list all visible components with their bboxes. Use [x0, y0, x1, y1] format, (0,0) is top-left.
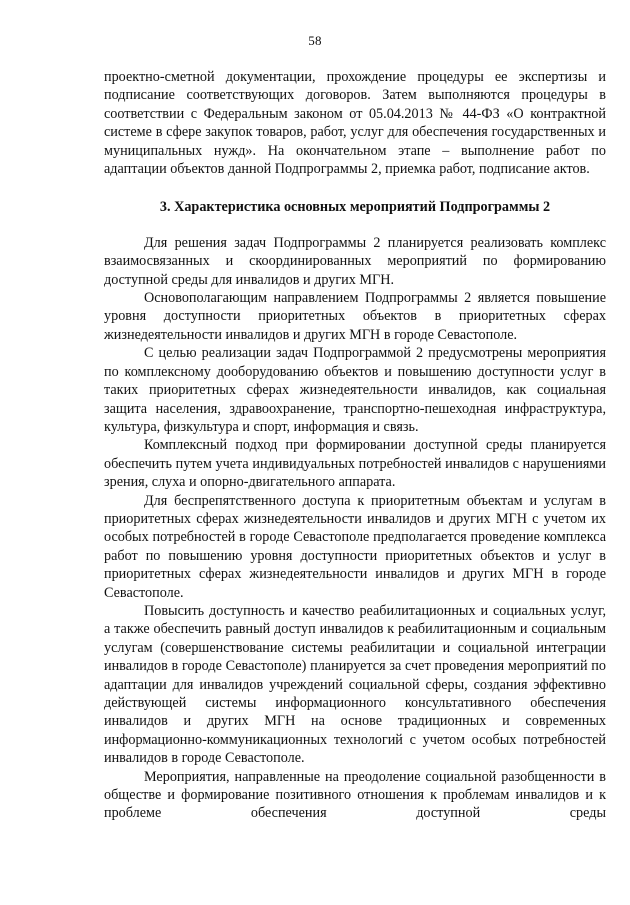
section-heading: 3. Характеристика основных мероприятий Подпрограммы 2: [159, 199, 551, 216]
paragraph-unobstructed-access: Для беспрепятственного доступа к приоритетным объектам и услугам в приоритетных сферах жизнедеятельности инвалидов и других МГН с учетом их особых потребностей в городе Севастополе предполагается проведение комплекса работ по повышению уровня доступности приоритетных объектов и услуг в приоритетных сферах жизнедеятельности инвалидов и других МГН в городе Севастополе.: [104, 492, 606, 601]
paragraph-complex-approach: Комплексный подход при формировании доступной среды планируется обеспечить путем учета индивидуальных потребностей инвалидов с нарушениями зрения, слуха и опорно-двигательного аппарата.: [104, 437, 606, 491]
paragraph-tasks: Для решения задач Подпрограммы 2 планируется реализовать комплекс взаимосвязанных и скоординированных мероприятий по формированию доступной среды для инвалидов и других МГН.: [104, 234, 606, 288]
paragraph-main-direction: Основополагающим направлением Подпрограммы 2 является повышение уровня доступности приоритетных объектов в приоритетных сферах жизнедеятельности инвалидов и других МГН в городе Севастополе.: [104, 290, 606, 343]
intro-paragraph: проектно-сметной документации, прохождение процедуры ее экспертизы и подписание соответствующих договоров. Затем выполняются процедуры в соответствии с Федеральным законом от 05.04.2013 № 44-ФЗ «О контрактной системе в сфере закупок товаров, работ, услуг для обеспечения государственных и муниципальных нужд». На окончательном этапе – выполнение работ по адаптации объектов данной Подпрограммы 2, приемка работ, подписание актов.: [104, 69, 606, 178]
document-body: [104, 68, 606, 823]
paragraph-rehabilitation: Повысить доступность и качество реабилитационных и социальных услуг, а также обеспечить равный доступ инвалидов к реабилитационным и социальным услугам (совершенствование системы реабилитации и социальной интеграции инвалидов в городе Севастополе) планируется за счет проведения мероприятий по адаптации для инвалидов учреждений социальной сферы, создания эффективно действующей системы информационного консультативного обеспечения инвалидов и других МГН на основе традиционных и современных информационно-коммуникационных технологий с учетом особых потребностей инвалидов в городе Севастополе.: [104, 602, 606, 767]
paragraph-measures: С целью реализации задач Подпрограммой 2 предусмотрены мероприятия по комплексному дооборудованию объектов и повышению доступности услуг в таких приоритетных сферах жизнедеятельности инвалидов, как социальная защита населения, здравоохранение, транспортно-пешеходная инфраструктура, культура, физкультура и спорт, информация и связь.: [104, 345, 606, 435]
paragraph-social-measures: Мероприятия, направленные на преодоление социальной разобщенности в обществе и формирование позитивного отношения к проблемам инвалидов и к проблеме обеспечения доступной среды: [104, 768, 606, 822]
page-number: 58: [308, 33, 322, 48]
